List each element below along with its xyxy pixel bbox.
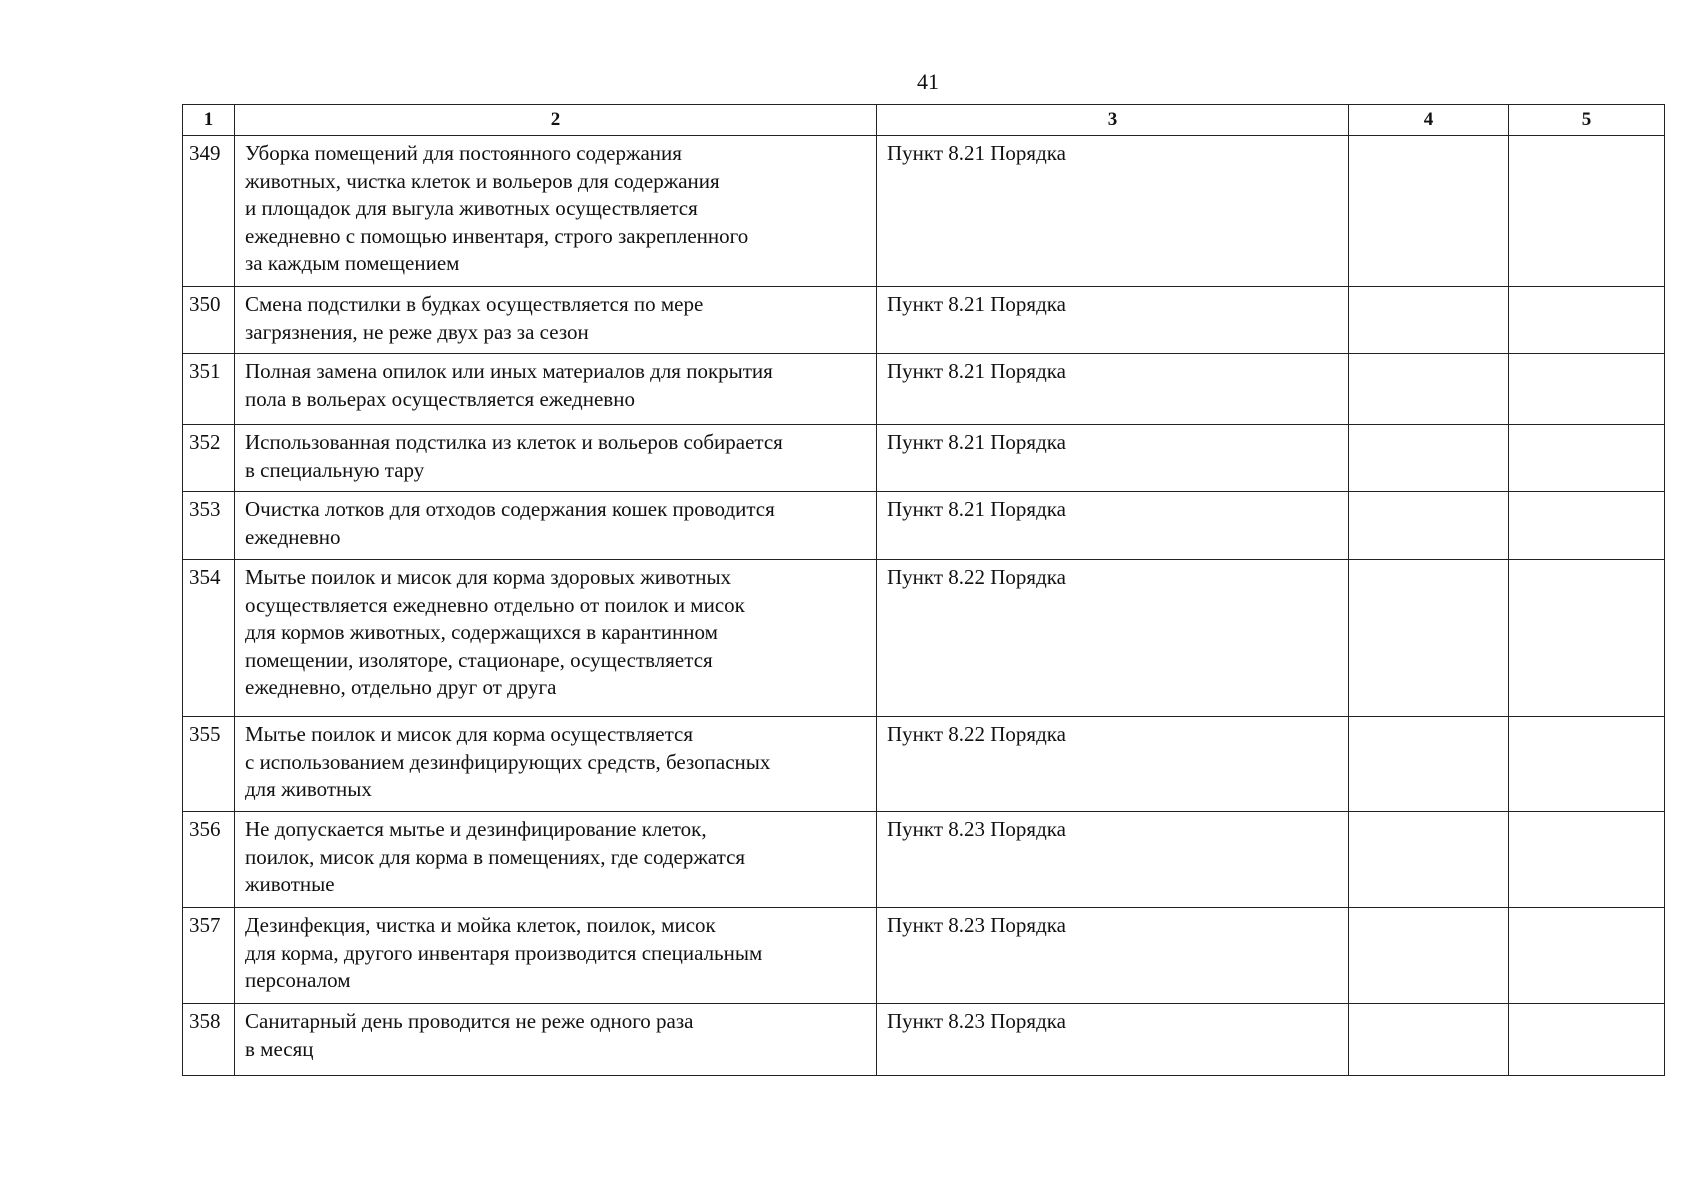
row-number: 350 (183, 287, 235, 354)
column-header: 3 (877, 105, 1349, 136)
column-4-cell (1349, 287, 1509, 354)
requirement-line: персоналом (245, 968, 351, 992)
requirement-line: с использованием дезинфицирующих средств, безопасных (245, 749, 771, 774)
column-4-cell (1349, 1004, 1509, 1076)
requirement-line: за каждым помещением (245, 251, 460, 275)
requirement-line: Мытье поилок и мисок для корма осуществляется (245, 722, 694, 746)
row-number: 358 (183, 1004, 235, 1076)
table-row (183, 492, 1665, 560)
table-row (183, 287, 1665, 354)
requirement-line: Не допускается мытье и дезинфицирование клеток, (245, 817, 707, 841)
requirement-line: для кормов животных, содержащихся в карантинном (245, 620, 718, 644)
requirement-line: осуществляется ежедневно отдельно от поилок и мисок (245, 592, 745, 617)
requirement-text (235, 1004, 877, 1076)
requirement-line: животных, чистка клеток и вольеров для содержания (245, 168, 720, 193)
table-row (183, 717, 1665, 812)
column-5-cell (1509, 812, 1665, 908)
table-row (183, 136, 1665, 287)
table-header-row (183, 105, 1665, 136)
reference-text: Пункт 8.21 Порядка (877, 425, 1349, 492)
row-number: 353 (183, 492, 235, 560)
column-5-cell (1509, 136, 1665, 287)
requirement-text (235, 354, 877, 425)
requirements-table (182, 104, 1665, 1076)
row-number: 354 (183, 560, 235, 717)
column-4-cell (1349, 136, 1509, 287)
column-header: 5 (1509, 105, 1665, 136)
column-4-cell (1349, 908, 1509, 1004)
table-row (183, 908, 1665, 1004)
requirement-text (235, 492, 877, 560)
table-row (183, 354, 1665, 425)
requirement-line: Полная замена опилок или иных материалов для покрытия (245, 359, 773, 383)
requirement-text (235, 136, 877, 287)
row-number: 349 (183, 136, 235, 287)
column-4-cell (1349, 812, 1509, 908)
requirement-line: в месяц (245, 1036, 314, 1061)
column-5-cell (1509, 425, 1665, 492)
requirement-line: Смена подстилки в будках осуществляется по мере (245, 292, 704, 316)
column-5-cell (1509, 908, 1665, 1004)
table-row (183, 560, 1665, 717)
requirement-line: ежедневно с помощью инвентаря, строго закрепленного (245, 223, 749, 248)
reference-text: Пункт 8.21 Порядка (877, 287, 1349, 354)
column-5-cell (1509, 354, 1665, 425)
column-4-cell (1349, 354, 1509, 425)
requirement-text (235, 425, 877, 492)
table-row (183, 425, 1665, 492)
row-number: 357 (183, 908, 235, 1004)
requirement-line: поилок, мисок для корма в помещениях, где содержатся (245, 844, 746, 869)
column-4-cell (1349, 717, 1509, 812)
requirement-line: животные (245, 872, 335, 896)
reference-text: Пункт 8.23 Порядка (877, 1004, 1349, 1076)
requirement-text (235, 560, 877, 717)
column-5-cell (1509, 287, 1665, 354)
requirement-line: загрязнения, не реже двух раз за сезон (245, 319, 589, 344)
row-number: 351 (183, 354, 235, 425)
requirement-text (235, 812, 877, 908)
reference-text: Пункт 8.22 Порядка (877, 717, 1349, 812)
requirement-line: Очистка лотков для отходов содержания кошек проводится (245, 497, 775, 521)
requirement-line: Уборка помещений для постоянного содержания (245, 141, 682, 165)
reference-text: Пункт 8.23 Порядка (877, 812, 1349, 908)
requirement-text (235, 287, 877, 354)
column-5-cell (1509, 1004, 1665, 1076)
requirement-line: в специальную тару (245, 457, 425, 482)
requirement-line: ежедневно (245, 524, 341, 549)
table-row (183, 812, 1665, 908)
reference-text: Пункт 8.22 Порядка (877, 560, 1349, 717)
reference-text: Пункт 8.21 Порядка (877, 492, 1349, 560)
requirement-line: Дезинфекция, чистка и мойка клеток, поилок, мисок (245, 913, 716, 937)
reference-text: Пункт 8.21 Порядка (877, 354, 1349, 425)
requirement-line: пола в вольерах осуществляется ежедневно (245, 386, 635, 411)
reference-text: Пункт 8.21 Порядка (877, 136, 1349, 287)
requirement-text (235, 717, 877, 812)
table-row (183, 1004, 1665, 1076)
requirement-text (235, 908, 877, 1004)
column-5-cell (1509, 717, 1665, 812)
column-5-cell (1509, 560, 1665, 717)
requirement-line: Использованная подстилка из клеток и вольеров собирается (245, 430, 783, 454)
requirement-line: и площадок для выгула животных осуществляется (245, 196, 698, 220)
requirement-line: Мытье поилок и мисок для корма здоровых животных (245, 565, 732, 589)
column-5-cell (1509, 492, 1665, 560)
table-body (183, 136, 1665, 1076)
page-number: 41 (917, 69, 939, 94)
column-header: 2 (235, 105, 877, 136)
requirement-line: помещении, изоляторе, стационаре, осуществляется (245, 647, 713, 672)
row-number: 356 (183, 812, 235, 908)
column-header: 1 (183, 105, 235, 136)
row-number: 352 (183, 425, 235, 492)
row-number: 355 (183, 717, 235, 812)
column-4-cell (1349, 425, 1509, 492)
reference-text: Пункт 8.23 Порядка (877, 908, 1349, 1004)
requirement-line: для животных (245, 777, 372, 801)
column-header: 4 (1349, 105, 1509, 136)
requirement-line: для корма, другого инвентаря производится специальным (245, 940, 763, 965)
column-4-cell (1349, 560, 1509, 717)
requirement-line: ежедневно, отдельно друг от друга (245, 675, 557, 699)
requirement-line: Санитарный день проводится не реже одного раза (245, 1009, 694, 1033)
column-4-cell (1349, 492, 1509, 560)
